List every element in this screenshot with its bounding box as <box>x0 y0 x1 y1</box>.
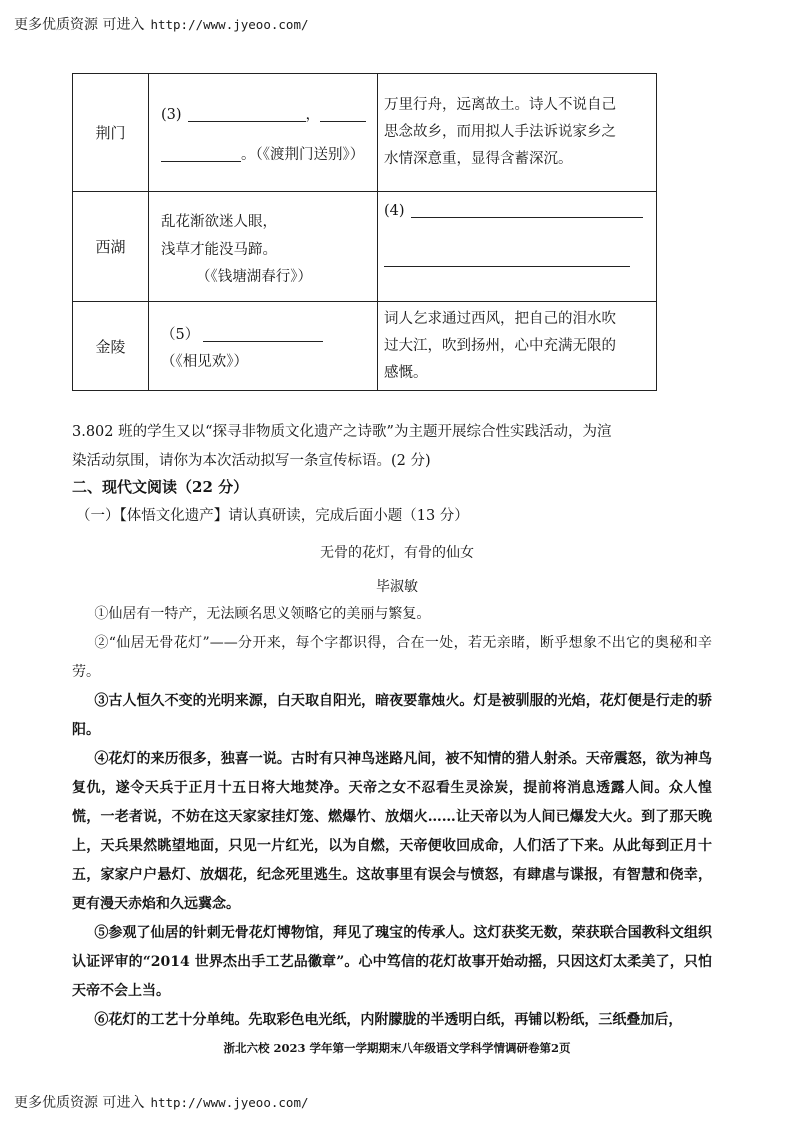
source-banner-top <box>14 14 309 34</box>
end-mark: 。 <box>241 146 256 163</box>
paragraph: ⑥花灯的工艺十分单纯。先取彩色电光纸，内附朦胧的半透明白纸，再铺以粉纸，三纸叠加后， <box>94 1012 683 1028</box>
answer-blank[interactable] <box>203 325 323 342</box>
article-title: 无骨的花灯，有骨的仙女 <box>320 545 474 561</box>
banner-text: 更多优质资源 可进入 <box>14 17 145 33</box>
place-cell: 西湖 <box>73 192 149 302</box>
blank-number: （5） <box>161 326 200 343</box>
poem-source: （《钱塘湖春行》） <box>196 269 312 286</box>
paragraph: ②“仙居无骨花灯”——分开来，每个字都识得，合在一处，若无亲睹，断乎想象不出它的奥秘和辛劳。 <box>72 635 712 680</box>
answer-blank[interactable] <box>384 250 630 267</box>
banner-text: 更多优质资源 可进入 <box>14 1095 145 1111</box>
note-line: 感慨。 <box>384 364 428 381</box>
question-line: 3.802 班的学生又以“探寻非物质文化遗产之诗歌”为主题开展综合性实践活动，为渲 <box>72 424 612 440</box>
poem-cell <box>149 192 378 302</box>
poem-source: （《渡荆门送别》） <box>255 146 365 163</box>
note-cell <box>378 192 657 302</box>
place-cell: 金陵 <box>73 302 149 391</box>
article-author: 毕淑敏 <box>376 579 418 595</box>
note-line: 过大江，吹到扬州，心中充满无限的 <box>384 337 616 354</box>
answer-blank[interactable] <box>320 105 366 122</box>
poem-cell <box>149 74 378 192</box>
answer-blank[interactable] <box>161 145 241 162</box>
source-banner-bottom <box>14 1092 309 1112</box>
banner-url[interactable]: http://www.jyeoo.com/ <box>150 1095 309 1110</box>
poem-line: 浅草才能没马蹄。 <box>161 241 277 258</box>
subsection-heading: （一）【体悟文化遗产】请认真研读，完成后面小题（13 分） <box>76 508 469 524</box>
paragraph: ⑤参观了仙居的针刺无骨花灯博物馆，拜见了瑰宝的传承人。这灯获奖无数，荣获联合国教科文组织认证评审的“2014 世界杰出手工艺品徽章”。心中笃信的花灯故事开始动摇，只因这灯太柔美了，只怕天帝不会上当。 <box>72 925 712 999</box>
poem-line: 乱花渐欲迷人眼， <box>161 214 277 231</box>
note-line: 水情深意重，显得含蓄深沉。 <box>384 150 573 167</box>
section-heading: 二、现代文阅读（22 分） <box>72 478 249 496</box>
paragraph: ①仙居有一特产，无法顾名思义领略它的美丽与繁复。 <box>94 606 431 622</box>
note-line: 思念故乡，而用拟人手法诉说家乡之 <box>384 124 616 141</box>
note-line: 万里行舟，远离故土。诗人不说自己 <box>384 97 616 114</box>
table-row <box>73 74 657 192</box>
answer-blank[interactable] <box>411 201 643 218</box>
table-row <box>73 302 657 391</box>
blank-number: (4) <box>384 203 405 219</box>
paragraph: ④花灯的来历很多，独喜一说。古时有只神鸟迷路凡间，被不知情的猎人射杀。天帝震怒，欲为神鸟复仇，遂令天兵于正月十五日将大地焚净。天帝之女不忍看生灵涂炭，提前将消息透露人间。众人惶慌，一老者说，不妨在这天家家挂灯笼、燃爆竹、放烟火……让天帝以为人间已爆发大火。到了那天晚上，天兵果然眺望地面，只见一片红光，以为自燃，天帝便收回成命，人们活了下来。从此每到正月十五，家家户户悬灯、放烟花，纪念死里逃生。这故事里有误会与愤怒，有肆虐与谍报，有智慧和侥幸，更有漫天赤焰和久远冀念。 <box>72 751 712 912</box>
banner-url[interactable]: http://www.jyeoo.com/ <box>150 17 309 32</box>
paragraph: ③古人恒久不变的光明来源，白天取自阳光，暗夜要靠烛火。灯是被驯服的光焰，花灯便是行走的骄阳。 <box>72 693 712 738</box>
answer-blank[interactable] <box>188 105 306 122</box>
blank-number: (3) <box>161 106 182 123</box>
place-cell: 荆门 <box>73 74 149 192</box>
note-line: 词人乞求通过西风，把自己的泪水吹 <box>384 311 616 327</box>
separator: ， <box>305 106 321 123</box>
poem-source: （《相见欢》） <box>161 354 248 371</box>
question-line: 染活动氛围，请你为本次活动拟写一条宣传标语。(2 分) <box>72 453 431 469</box>
poem-table <box>72 73 657 391</box>
page-footer: 浙北六校 2023 学年第一学期期末八年级语文学科学情调研卷第2页 <box>223 1041 571 1055</box>
note-cell <box>378 302 657 391</box>
table-row <box>73 192 657 302</box>
poem-cell <box>149 302 378 391</box>
question-3 <box>72 418 712 476</box>
article-body <box>72 600 712 1035</box>
note-cell <box>378 74 657 192</box>
